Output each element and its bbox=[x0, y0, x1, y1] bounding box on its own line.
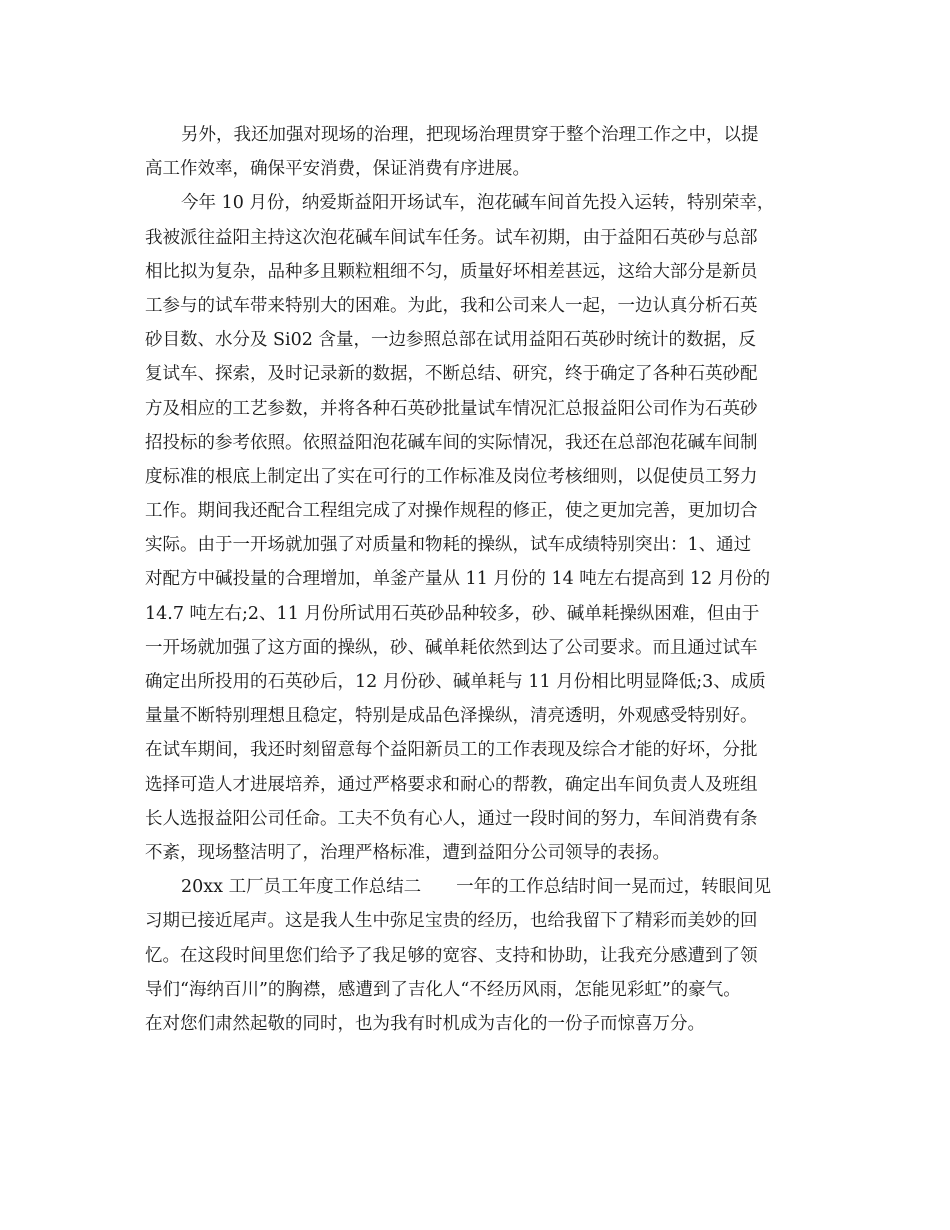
document-body bbox=[145, 118, 825, 1041]
text-line: 相比拟为复杂，品种多且颗粒粗细不匀，质量好坏相差甚远，这给大部分是新员 bbox=[145, 261, 758, 282]
text-line: 一开场就加强了这方面的操纵，砂、碱单耗依然到达了公司要求。而且通过试车 bbox=[145, 637, 758, 658]
text-line: 工作。期间我还配合工程组完成了对操作规程的修正，使之更加完善，更加切合 bbox=[145, 501, 758, 522]
text-line: 导们“海纳百川”的胸襟，感遭到了吉化人“不经历风雨，怎能见彩虹”的豪气。 bbox=[145, 979, 741, 1000]
text-line: 长人选报益阳公司任命。工夫不负有心人，通过一段时间的努力，车间消费有条 bbox=[145, 808, 758, 829]
text-line: 砂目数、水分及 Si02 含量，一边参照总部在试用益阳石英砂时统计的数据，反 bbox=[145, 330, 756, 351]
text-line: 选择可造人才进展培养，通过严格要求和耐心的帮教，确定出车间负责人及班组 bbox=[145, 774, 758, 795]
text-line: 复试车、探索，及时记录新的数据，不断总结、研究，终于确定了各种石英砂配 bbox=[145, 364, 758, 385]
text-line: 高工作效率，确保平安消费，保证消费有序进展。 bbox=[145, 159, 530, 180]
text-line: 今年 10 月份，纳爱斯益阳开场试车，泡花碱车间首先投入运转，特别荣幸， bbox=[181, 193, 775, 214]
text-line: 对配方中碱投量的合理增加，单釜产量从 11 月份的 14 吨左右提高到 12 月份的 bbox=[145, 569, 771, 590]
text-line: 工参与的试车带来特别大的困难。为此，我和公司来人一起，一边认真分析石英 bbox=[145, 295, 758, 316]
text-line: 在试车期间，我还时刻留意每个益阳新员工的工作表现及综合才能的好坏，分批 bbox=[145, 740, 758, 761]
text-line: 习期已接近尾声。这是我人生中弥足宝贵的经历，也给我留下了精彩而美妙的回 bbox=[145, 911, 758, 932]
text-line: 方及相应的工艺参数，并将各种石英砂批量试车情况汇总报益阳公司作为石英砂 bbox=[145, 398, 758, 419]
text-line: 20xx 工厂员工年度工作总结二 一年的工作总结时间一晃而过，转眼间见 bbox=[181, 877, 772, 898]
text-line: 14.7 吨左右;2、11 月份所试用石英砂品种较多，砂、碱单耗操纵困难，但由于 bbox=[145, 603, 760, 624]
text-line: 度标准的根底上制定出了实在可行的工作标准及岗位考核细则，以促使员工努力 bbox=[145, 466, 758, 487]
text-line: 另外，我还加强对现场的治理，把现场治理贯穿于整个治理工作之中，以提 bbox=[181, 125, 759, 145]
text-line: 实际。由于一开场就加强了对质量和物耗的操纵，试车成绩特别突出：1、通过 bbox=[145, 535, 752, 556]
text-line: 忆。在这段时间里您们给予了我足够的宽容、支持和协助，让我充分感遭到了领 bbox=[145, 945, 758, 966]
text-line: 量量不断特别理想且稳定，特别是成品色泽操纵，清亮透明，外观感受特别好。 bbox=[145, 706, 758, 727]
text-line: 招投标的参考依照。依照益阳泡花碱车间的实际情况，我还在总部泡花碱车间制 bbox=[145, 432, 758, 453]
text-line: 我被派往益阳主持这次泡花碱车间试车任务。试车初期，由于益阳石英砂与总部 bbox=[145, 227, 758, 248]
text-line: 在对您们肃然起敬的同时，也为我有时机成为吉化的一份子而惊喜万分。 bbox=[145, 1013, 705, 1034]
text-line: 确定出所投用的石英砂后，12 月份砂、碱单耗与 11 月份相比明显降低;3、成质 bbox=[145, 672, 766, 692]
text-line: 不紊，现场整洁明了，治理严格标准，遭到益阳分公司领导的表扬。 bbox=[145, 842, 670, 863]
